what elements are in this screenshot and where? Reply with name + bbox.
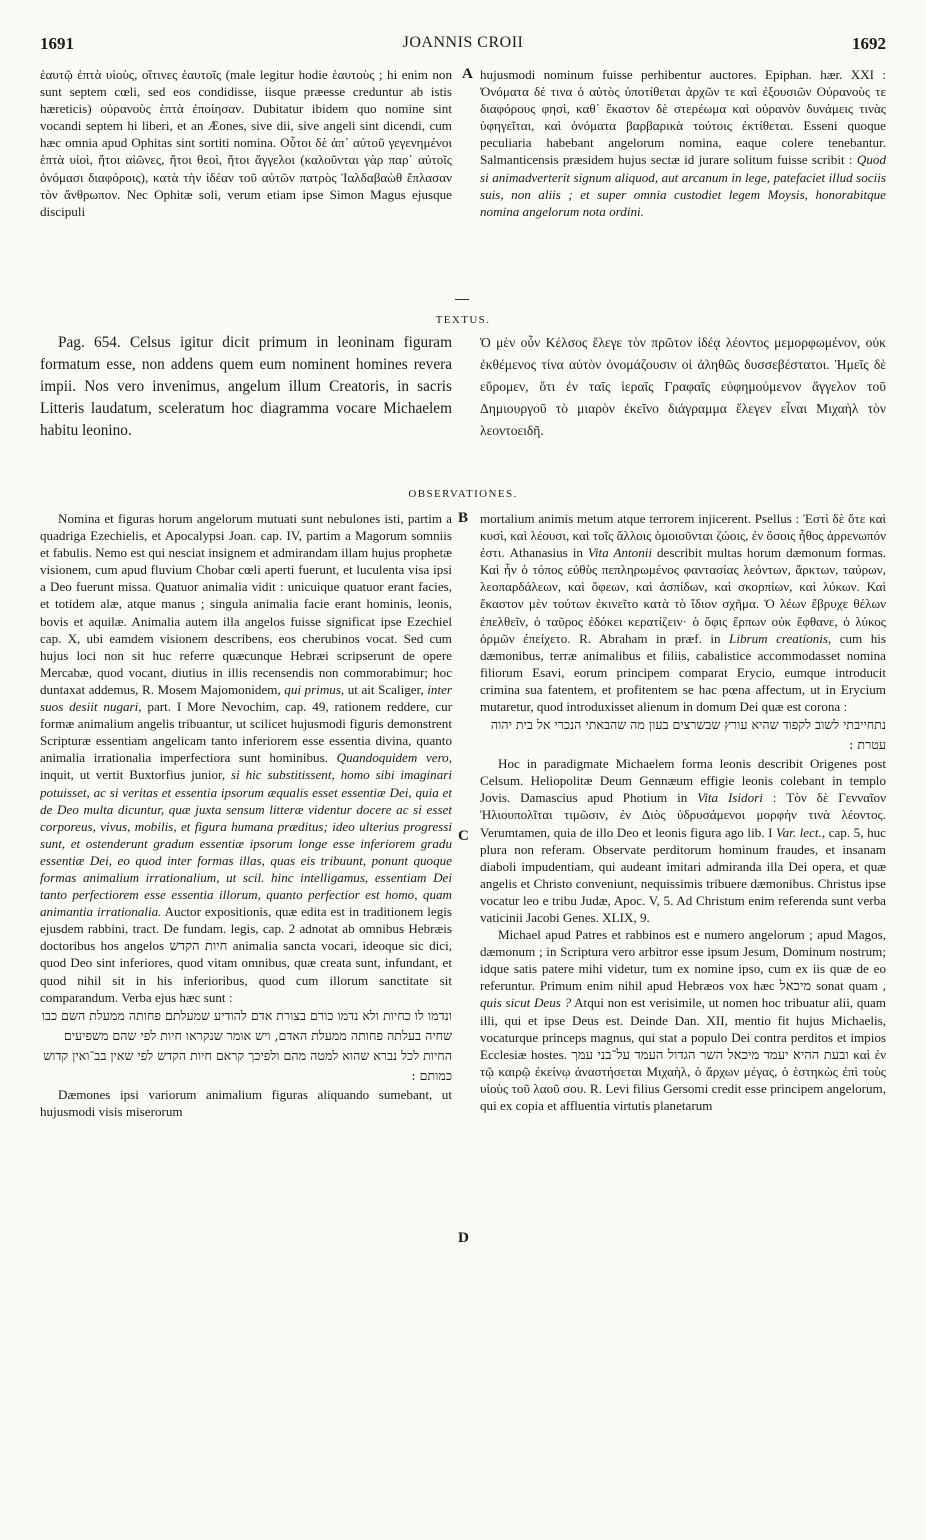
obs-right-paragraph-2	[480, 755, 886, 926]
obs-right-1a: mortalium animis metum atque terrorem injicerent. Psellus : Ἐστὶ δὲ ὅτε καὶ κυσὶ, καὶ λέουσι, καὶ τοῖς ἄλλοις ὁμοιοῦνται ζώοις, ἐν ὅσοις ἦθος ἀρρενωπόν ἐστι. Athanasius in	[480, 511, 886, 561]
margin-marker-c: C	[458, 828, 469, 844]
running-head	[40, 34, 886, 56]
obs-right-1b: Vita Antonii	[587, 545, 653, 561]
obs-left-paragraph-1	[40, 510, 452, 1006]
obs-left-1b: qui primus	[284, 681, 341, 697]
top-right-text	[480, 66, 886, 220]
obs-left-hebrew: ונדמו לו כחיות ולא נדמו כורם בצורת אדם להודיע שמעלתם פחותה ממעלת השם כבו שחיה בעלתה פחותה ממעלת האדם, ויש אומר שנקראו חיות לפי שהם משפיעים החיות לכל נברא שהוא למטה מהם ולפיכך קראם חיות הקדש לפי שאין בב־ואין קדוש כמותם :	[41, 1007, 452, 1083]
obs-right-paragraph-1	[480, 510, 886, 715]
obs-right-2a: Hoc in paradigmate Michaelem forma leonis describit Origenes post Celsum. Heliopolitæ Deum Gennæum effigie leonis colebant in templo Jovis. Damascius apud Photium in	[480, 756, 886, 806]
margin-marker-d: D	[458, 1230, 469, 1246]
obs-left-1c: , ut ait Scaliger,	[340, 681, 428, 697]
textus-heading: TEXTUS.	[435, 314, 491, 326]
top-right-text-plain: hujusmodi nominum fuisse perhibentur auctores. Epiphan. hær. XXI : Ὀνόματα δέ τινα ὁ αὐτὸς ὑποτίθεται ἀρχῶν τε καὶ ἐξουσιῶν Οὐρανοὺς τε διαφόρους φησὶ, καθ᾽ ἕκαστον δὲ στερέωμα καὶ οὐρανὸν δυνάμεις τινὰς ὑφηγεῖται, καὶ ὀνόματα βαρβαρικὰ τούτοις ἐκτίθεται. Esseni quoque peculiaria habebant angelorum nomina, eaque colere tenebantur. Salmanticensis præsidem hujus sectæ id jurare solitum fuisse scribit :	[480, 67, 886, 168]
obs-left-1e: , part. I More Nevochim, cap. 49, rationem reddere, cur formæ animalium angelis tribuantur, ut scilicet hujusmodi figuris demonstrent Scripturæ essentiam angelicam tanto inferiorem esse essentia divina, quanto animalia irrationalia imperfectiora sunt hominibus.	[40, 699, 452, 766]
obs-right-2e: , cap. 5, huc plura non referam. Observate perditorum hominum fraudes, et insanam diaboli impudentiam, qui audeant imitari admiranda illa Dei opera, et quæ angelis et Christo conveniunt, nequissimis tribuere dæmonibus. Christus ipse vocatur leo e tribu Judæ, Apoc. V, 5. Ad Christum enim referenda sunt verba vaticinii Jacobi Genes. XLIX, 9.	[480, 824, 886, 925]
obs-left-1h: si hic substitissent, homo sibi imaginari potuisset, ac si veritas et essentia ipsorum æqualis esset essentiæ Dei, quia et de Deo multa dicuntur, quæ juxta sensum litteræ videntur docere ac si esset corporeus, vivus, mobilis, et figura humana præditus; ideo ulterius progressi sunt, et ostenderunt gradum essentiæ ipsorum longe esse inferiorem gradu essentiæ Dei, eo quod inter formas illas, quas eis tribuunt, ponunt quoque formas animalium irrationalium, ut scil. hinc intelligamus, essentiam Dei tanto perfectiorem esse essentia illorum, quanto perfectior est homo, quam animantia irrationalia.	[40, 767, 452, 920]
obs-right-2c: : Τὸν δὲ Γενναῖον Ἡλιουπολῖται τιμῶσιν, ἐν Διὸς ὑδρυσάμενοι μορφὴν τινὰ λέοντος. Verumtamen, quia de illo Deo et leonis figura ago lib. I	[480, 790, 886, 840]
obs-left-paragraph-2: Dæmones ipsi variorum animalium figuras aliquando sumebant, ut hujusmodi visis miserorum	[40, 1086, 452, 1119]
section-dash	[455, 299, 469, 300]
obs-right-3b: quis sicut Deus ?	[480, 995, 572, 1011]
textus-latin	[40, 332, 452, 468]
page-number-left: 1691	[40, 34, 74, 53]
page-number-right: 1692	[852, 34, 886, 53]
top-right-text-italic: Quod si animadverterit signum aliquod, aut arcanum in lege, patefaciet illud sociis suis, non aliis ; et super omnia custodiet legem Moysis, honorabitque nomina angelorum nota ordini.	[480, 152, 886, 219]
margin-marker-a: A	[462, 66, 473, 82]
top-right-column	[480, 66, 886, 288]
obs-left-1a: Nomina et figuras horum angelorum mutuati sunt nebulones isti, partim a quadriga Ezechielis, et Apocalypsi Joan. cap. IV, partim a Magorum somniis et fabulis. Nemo est qui nesciat insignem et admirandam illam hujus prophetæ visionem, cum apud fluvium Chobar cœli aperti fuerunt, et luculenta visa ipsi a Deo fuerunt missa. Quatuor animalia vidit : unicuique quatuor erant facies, et totidem alæ, atque manus ; singula animalia facie erant hominis, leonis, bovis et aquilæ. Animalia autem illa angelos fuisse significat ipse Ezechiel cap. X, ubi eamdem visionem describens, eos cherubinos vocat. Sed cum hujus loci non sit huc referre quæcunque Hebræi scripserunt de opere Mercabæ, quod vocant, diutius in illis recensendis non commorabimur; hoc duntaxat addemus, R. Mosem Majomonidem,	[40, 511, 452, 697]
observationes-left-column	[40, 510, 452, 1515]
obs-right-3a: Michael apud Patres et rabbinos est e numero angelorum ; apud Magos, dæmonum ; in Scriptura vero arbitror esse ipsum Jesum, Dominum nostrum; idque satis patere mihi videtur, tum ex nomine ipso, cum ex iis quæ de eo referuntur. Primum enim nihil apud Hebræos vox hæc מיכאל sonat quam ,	[480, 927, 886, 994]
observationes-right-column	[480, 510, 886, 1515]
obs-right-1e: , cum his dæmonibus, terræ animalibus et filiis, cabalistice accommodasset nomina filiorum Esavi, eorum principem comparat Erycio, eumque introducit crimina sua fatentem, et profitentem se hac pœna affectum, ut in Erycium mutaretur, quod introduxisset alienum in domum Dei quæ est corona :	[480, 630, 886, 715]
obs-left-1f: Quandoquidem vero,	[336, 750, 452, 766]
obs-right-hebrew: נתחייבתי לשוב לקפוד שהיא עורץ שבשרצים בעון מה שהבאתי הנכרי אל בית יהוה עטרת :	[490, 717, 886, 753]
margin-marker-b: B	[458, 510, 469, 526]
obs-left-1i: Auctor expositionis, quæ edita est in traditionem legis ejusdem rabbini, tract. De fundam. legis, cap. 2 adnotat ab omnibus Hebræis doctoribus hos angelos חיות הקדש animalia sancta vocari, ideoque sic dici, quod Deo sint inferiores, quod vitam omnibus, quæ creata sunt, infundant, et quod nihil sit in his inferioribus, quod cum illorum sanctitate sit comparandum. Verba ejus hæc sunt :	[40, 904, 452, 1005]
obs-left-1g: inquit, ut vertit Buxtorfius junior,	[40, 767, 231, 783]
textus-greek	[480, 332, 886, 468]
obs-right-1c: describit multas horum dæmonum formas. Καὶ ἦν ὁ τόπος εὐθὺς πεπληρωμένος φαντασίας λεόντων, ἄρκτων, ταύρων, λεοπαρδάλεων, καὶ ὄφεων, καὶ ἀσπίδων, καὶ σκορπίων, καὶ λύκων. Καὶ ἕκαστον μὲν τούτων ἐκινεῖτο κατὰ τὸ ἴδιον σχῆμα. Ὁ λέων ἔβρυχε θέλων ἐπελθεῖν, ὁ ταῦρος ἐδόκει κερατίζειν· ὁ ὄφις ἕρπων οὐκ ἔφθανε, ὁ λύκος ὁρμῶν ἐπείχετο. R. Abraham in præf. in	[480, 545, 886, 646]
obs-right-2d: Var. lect.	[776, 824, 822, 840]
obs-right-1d: Librum creationis	[729, 630, 828, 646]
textus-greek-text: Ὁ μὲν οὖν Κέλσος ἔλεγε τὸν πρῶτον ἰδέᾳ λέοντος μεμορφωμένον, οὐκ ἐκθέμενος τίνα αὐτὸν ὀνομάζουσιν οἱ ἀληθῶς δυσσεβέστατοι. Ἡμεῖς δὲ εὕρομεν, ὅτι ἐν ταῖς ἱεραῖς Γραφαῖς εὐφημούμενον ἄγγελον τοῦ Δημιουργοῦ τὸ μιαρὸν ἐκεῖνο διάγραμμα ἔλεγεν εἶναι Μιχαὴλ τὸν λεοντοειδῆ.	[480, 335, 886, 439]
obs-right-2b: Vita Isidori	[697, 790, 763, 806]
observationes-heading: OBSERVATIONES.	[408, 488, 518, 500]
obs-right-paragraph-3	[480, 926, 886, 1114]
textus-latin-text: Pag. 654. Celsus igitur dicit primum in leoninam figuram formatum esse, non addens quem eum nominent homines revera impii. Nos vero invenimus, angelum illum Creatoris, in sacris Litteris laudatum, sceleratum hoc diagramma vocare Michaelem habitu leonino.	[40, 334, 452, 440]
obs-right-3c: Atqui non est verisimile, ut nomen hoc tribuatur alii, quam illi, qui et ipse Deus est. Deinde Dan. XII, mentio fit hujus Michaelis, vocaturque princeps magnus, qui stat a populo Dei contra perditos et impios Ecclesiæ hostes. ובעת ההיא יעמד מיכאל השר הגדול העמד על־בני עמך καὶ ἐν τῷ καιρῷ ἐκείνῳ ἀναστήσεται Μιχαὴλ, ὁ ἄρχων μέγας, ὁ ἑστηκὼς ἐπὶ τοὺς υἱοὺς τοῦ λαοῦ σου. R. Levi filius Gersomi credit esse principem angelorum, qui ex copia et affluentia virtutis planetarum	[480, 995, 886, 1113]
top-left-text: ἑαυτῷ ἑπτὰ υἱοὺς, οἵτινες ἑαυτοῖς (male legitur hodie ἑαυτοὺς ; hi enim non sunt septem cœli, sed eos condidisse, iisque præesse creduntur ab istis hæreticis) οὐρανοὺς ἑπτὰ ἐποίησαν. Dubitatur ibidem quo nomine sint vocandi septem hi liberi, et an Æones, sive dii, sive angeli sint dicendi, cum hæc omnia apud Ophitas sint sortiti nomina. Οὗτοι δὲ ἀπ᾽ αὐτοῦ γεγενημένοι ἑπτὰ υἱοὶ, ἤτοι αἰῶνες, ἤτοι θεοὶ, ἤτοι ἄγγελοι (καλοῦνται γὰρ παρ᾽ αὐτοῖς ὀνόμασι διαφόροις), κατὰ τὴν ἰδέαν τοῦ αὐτῶν πατρὸς Ἰαλδαβαὼθ ἔπλασαν τὸν ἄνθρωπον. Nec Ophitæ soli, verum etiam ipse Simon Magus ejusque discipuli	[40, 67, 452, 219]
top-left-column	[40, 66, 452, 288]
running-title: JOANNIS CROII	[402, 34, 524, 51]
obs-left-1d: inter suos desiit nugari	[40, 681, 452, 715]
